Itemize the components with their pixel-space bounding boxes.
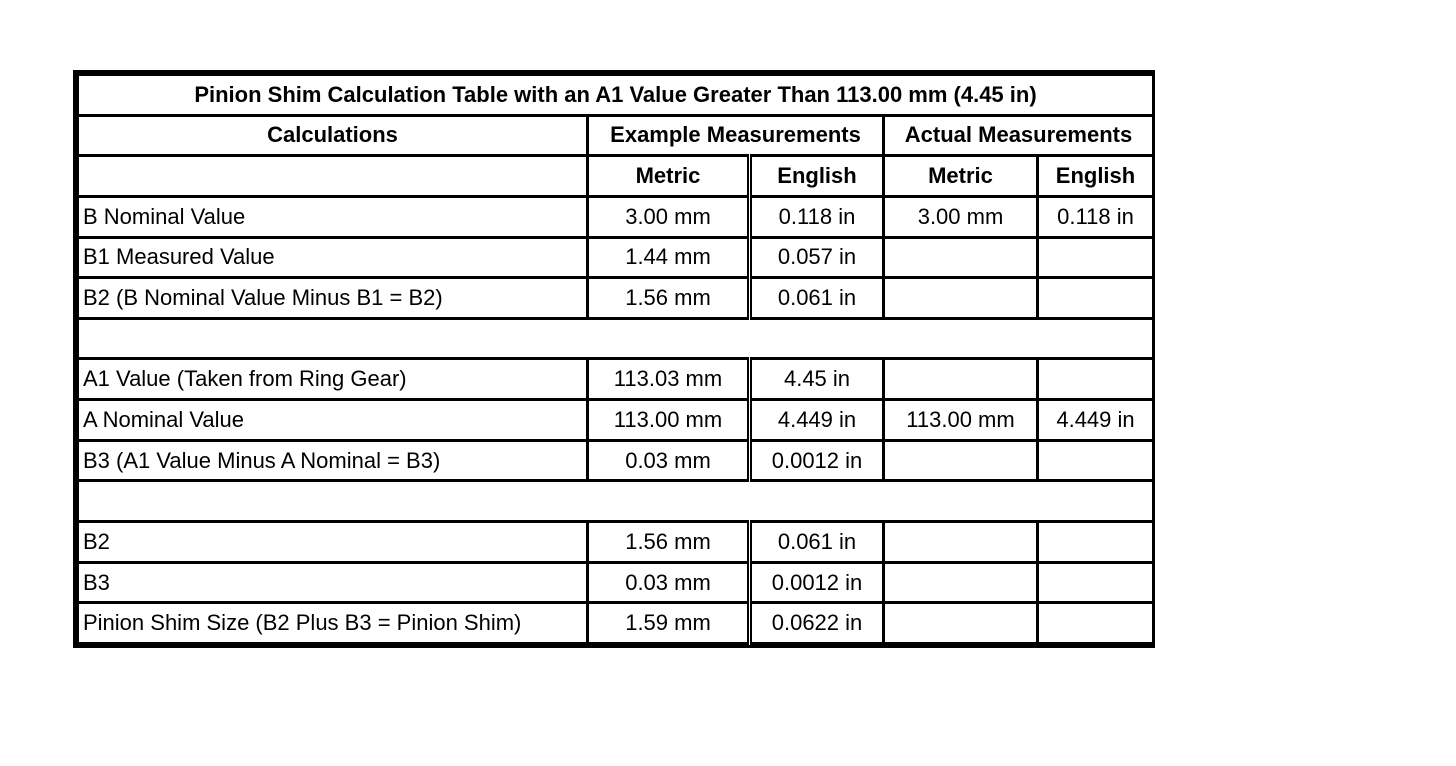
- row-label: B Nominal Value: [78, 196, 588, 237]
- title-row: [78, 75, 1154, 116]
- example-metric-value: 113.03 mm: [588, 359, 750, 400]
- example-metric-value: 113.00 mm: [588, 400, 750, 441]
- example-english-value: 4.45 in: [750, 359, 884, 400]
- units-blank-cell: [78, 156, 588, 197]
- table-row: [78, 237, 1154, 278]
- row-label: A Nominal Value: [78, 400, 588, 441]
- example-english-value: 0.0012 in: [750, 440, 884, 481]
- table-row: [78, 196, 1154, 237]
- table-row: [78, 359, 1154, 400]
- actual-english-value: [1038, 440, 1154, 481]
- table-row: [78, 400, 1154, 441]
- example-english-value: 0.057 in: [750, 237, 884, 278]
- actual-metric-value: [884, 440, 1038, 481]
- actual-english-value: [1038, 278, 1154, 319]
- pinion-shim-table: [73, 70, 1155, 648]
- actual-english-value: [1038, 562, 1154, 603]
- actual-english-value: 0.118 in: [1038, 196, 1154, 237]
- example-english-value: 0.0622 in: [750, 603, 884, 644]
- example-metric-value: 1.56 mm: [588, 522, 750, 563]
- row-label: B1 Measured Value: [78, 237, 588, 278]
- actual-english-value: [1038, 359, 1154, 400]
- table-row: [78, 522, 1154, 563]
- table-row: [78, 278, 1154, 319]
- row-label: B2: [78, 522, 588, 563]
- calculation-table: [76, 73, 1155, 645]
- example-english-value: 0.0012 in: [750, 562, 884, 603]
- example-measurements-header: Example Measurements: [588, 115, 884, 156]
- header-row: [78, 115, 1154, 156]
- row-label: A1 Value (Taken from Ring Gear): [78, 359, 588, 400]
- actual-english-value: 4.449 in: [1038, 400, 1154, 441]
- spacer-row: [78, 318, 1154, 359]
- actual-english-value: [1038, 522, 1154, 563]
- row-label: Pinion Shim Size (B2 Plus B3 = Pinion Shim): [78, 603, 588, 644]
- row-label: B2 (B Nominal Value Minus B1 = B2): [78, 278, 588, 319]
- example-english-value: 4.449 in: [750, 400, 884, 441]
- table-row: [78, 440, 1154, 481]
- actual-english-value: [1038, 603, 1154, 644]
- actual-metric-value: [884, 562, 1038, 603]
- actual-metric-value: [884, 237, 1038, 278]
- actual-metric-value: [884, 522, 1038, 563]
- example-english-header: English: [750, 156, 884, 197]
- table-title: Pinion Shim Calculation Table with an A1 Value Greater Than 113.00 mm (4.45 in): [78, 75, 1154, 116]
- row-label: B3 (A1 Value Minus A Nominal = B3): [78, 440, 588, 481]
- example-metric-value: 1.44 mm: [588, 237, 750, 278]
- actual-measurements-header: Actual Measurements: [884, 115, 1154, 156]
- spacer-cell: [78, 481, 1154, 522]
- example-metric-value: 1.56 mm: [588, 278, 750, 319]
- example-metric-value: 0.03 mm: [588, 440, 750, 481]
- spacer-cell: [78, 318, 1154, 359]
- actual-metric-value: 113.00 mm: [884, 400, 1038, 441]
- example-metric-value: 3.00 mm: [588, 196, 750, 237]
- example-english-value: 0.061 in: [750, 522, 884, 563]
- actual-metric-header: Metric: [884, 156, 1038, 197]
- table-row: [78, 562, 1154, 603]
- row-label: B3: [78, 562, 588, 603]
- example-english-value: 0.061 in: [750, 278, 884, 319]
- example-metric-header: Metric: [588, 156, 750, 197]
- actual-english-header: English: [1038, 156, 1154, 197]
- actual-metric-value: [884, 359, 1038, 400]
- example-metric-value: 0.03 mm: [588, 562, 750, 603]
- calculations-header: Calculations: [78, 115, 588, 156]
- spacer-row: [78, 481, 1154, 522]
- units-header-row: [78, 156, 1154, 197]
- actual-metric-value: [884, 278, 1038, 319]
- actual-metric-value: 3.00 mm: [884, 196, 1038, 237]
- actual-english-value: [1038, 237, 1154, 278]
- actual-metric-value: [884, 603, 1038, 644]
- example-metric-value: 1.59 mm: [588, 603, 750, 644]
- table-row: [78, 603, 1154, 644]
- example-english-value: 0.118 in: [750, 196, 884, 237]
